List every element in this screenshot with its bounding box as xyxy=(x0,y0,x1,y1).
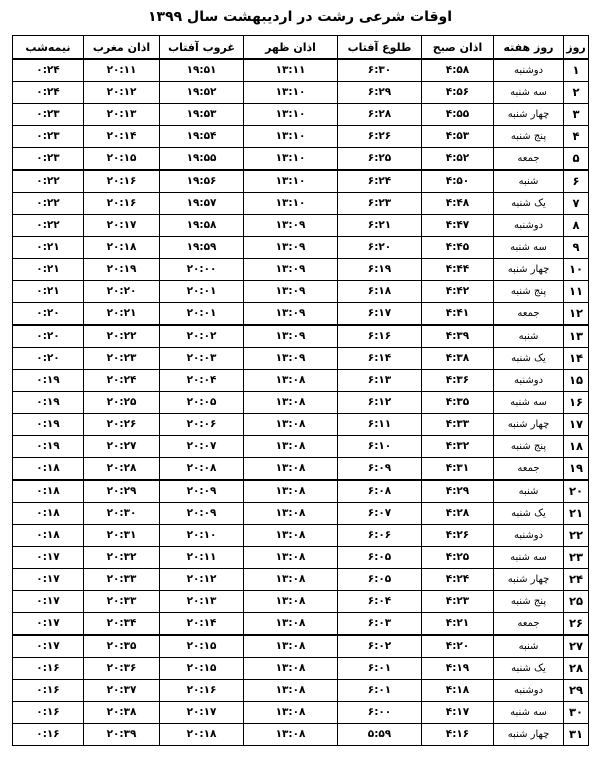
cell-maghrib: ۲۰:۲۲ xyxy=(84,325,160,348)
cell-day-number: ۲۶ xyxy=(564,613,589,636)
cell-fajr: ۴:۳۸ xyxy=(422,348,494,370)
table-row xyxy=(13,569,589,591)
cell-maghrib: ۲۰:۱۳ xyxy=(84,104,160,126)
cell-fajr: ۴:۳۲ xyxy=(422,436,494,458)
cell-maghrib: ۲۰:۱۸ xyxy=(84,237,160,259)
table-row xyxy=(13,370,589,392)
cell-midnight: ۰:۱۶ xyxy=(13,702,84,724)
cell-sunrise: ۶:۰۳ xyxy=(338,613,422,636)
cell-weekday: سه شنبه xyxy=(494,547,564,569)
cell-sunset: ۱۹:۵۴ xyxy=(160,126,244,148)
cell-weekday: یک شنبه xyxy=(494,193,564,215)
cell-weekday: جمعه xyxy=(494,458,564,481)
cell-day-number: ۲۹ xyxy=(564,680,589,702)
cell-midnight: ۰:۱۷ xyxy=(13,613,84,636)
cell-sunrise: ۶:۰۴ xyxy=(338,591,422,613)
cell-sunrise: ۶:۱۰ xyxy=(338,436,422,458)
cell-fajr: ۴:۱۸ xyxy=(422,680,494,702)
cell-dhuhr: ۱۳:۰۸ xyxy=(244,370,338,392)
cell-maghrib: ۲۰:۱۶ xyxy=(84,170,160,193)
table-row xyxy=(13,702,589,724)
cell-sunrise: ۶:۰۰ xyxy=(338,702,422,724)
table-row xyxy=(13,59,589,82)
cell-day-number: ۱۰ xyxy=(564,259,589,281)
prayer-times-table xyxy=(12,35,589,746)
cell-dhuhr: ۱۳:۰۸ xyxy=(244,613,338,636)
cell-dhuhr: ۱۳:۰۹ xyxy=(244,303,338,326)
cell-sunrise: ۶:۱۶ xyxy=(338,325,422,348)
cell-fajr: ۴:۳۱ xyxy=(422,458,494,481)
cell-weekday: چهار شنبه xyxy=(494,569,564,591)
cell-dhuhr: ۱۳:۰۸ xyxy=(244,503,338,525)
cell-day-number: ۲۷ xyxy=(564,635,589,658)
cell-midnight: ۰:۱۸ xyxy=(13,525,84,547)
cell-sunset: ۲۰:۱۳ xyxy=(160,591,244,613)
cell-midnight: ۰:۲۱ xyxy=(13,281,84,303)
header-sunset: غروب آفتاب xyxy=(160,36,244,60)
table-row xyxy=(13,237,589,259)
header-sunrise: طلوع آفتاب xyxy=(338,36,422,60)
table-row xyxy=(13,547,589,569)
cell-sunrise: ۶:۰۱ xyxy=(338,658,422,680)
cell-day-number: ۳۱ xyxy=(564,724,589,746)
cell-dhuhr: ۱۳:۰۹ xyxy=(244,259,338,281)
table-row xyxy=(13,126,589,148)
table-row xyxy=(13,480,589,503)
table-row xyxy=(13,458,589,481)
cell-day-number: ۱۵ xyxy=(564,370,589,392)
cell-midnight: ۰:۲۴ xyxy=(13,59,84,82)
cell-weekday: سه شنبه xyxy=(494,82,564,104)
table-row xyxy=(13,215,589,237)
table-row xyxy=(13,348,589,370)
table-row xyxy=(13,613,589,636)
cell-sunset: ۱۹:۵۷ xyxy=(160,193,244,215)
table-row xyxy=(13,414,589,436)
cell-fajr: ۴:۱۷ xyxy=(422,702,494,724)
cell-fajr: ۴:۴۷ xyxy=(422,215,494,237)
cell-maghrib: ۲۰:۳۶ xyxy=(84,658,160,680)
cell-maghrib: ۲۰:۲۵ xyxy=(84,392,160,414)
cell-dhuhr: ۱۳:۰۸ xyxy=(244,392,338,414)
cell-maghrib: ۲۰:۳۳ xyxy=(84,569,160,591)
cell-midnight: ۰:۲۱ xyxy=(13,237,84,259)
cell-sunset: ۱۹:۵۳ xyxy=(160,104,244,126)
cell-maghrib: ۲۰:۱۷ xyxy=(84,215,160,237)
cell-weekday: سه شنبه xyxy=(494,702,564,724)
cell-day-number: ۱۹ xyxy=(564,458,589,481)
cell-weekday: چهار شنبه xyxy=(494,104,564,126)
cell-maghrib: ۲۰:۲۳ xyxy=(84,348,160,370)
cell-dhuhr: ۱۳:۰۹ xyxy=(244,325,338,348)
cell-midnight: ۰:۱۷ xyxy=(13,547,84,569)
cell-sunset: ۱۹:۵۶ xyxy=(160,170,244,193)
cell-day-number: ۱۳ xyxy=(564,325,589,348)
cell-sunset: ۲۰:۰۴ xyxy=(160,370,244,392)
table-row xyxy=(13,724,589,746)
cell-sunrise: ۶:۲۳ xyxy=(338,193,422,215)
cell-maghrib: ۲۰:۳۴ xyxy=(84,613,160,636)
cell-sunset: ۲۰:۰۱ xyxy=(160,303,244,326)
cell-fajr: ۴:۱۹ xyxy=(422,658,494,680)
cell-maghrib: ۲۰:۳۳ xyxy=(84,591,160,613)
cell-weekday: چهار شنبه xyxy=(494,724,564,746)
cell-sunset: ۲۰:۱۴ xyxy=(160,613,244,636)
cell-weekday: شنبه xyxy=(494,325,564,348)
cell-maghrib: ۲۰:۲۷ xyxy=(84,436,160,458)
cell-sunrise: ۵:۵۹ xyxy=(338,724,422,746)
cell-maghrib: ۲۰:۳۰ xyxy=(84,503,160,525)
cell-weekday: پنج شنبه xyxy=(494,436,564,458)
cell-day-number: ۲۰ xyxy=(564,480,589,503)
cell-sunset: ۲۰:۱۵ xyxy=(160,658,244,680)
cell-day-number: ۱۴ xyxy=(564,348,589,370)
cell-sunset: ۱۹:۵۲ xyxy=(160,82,244,104)
cell-weekday: شنبه xyxy=(494,170,564,193)
cell-dhuhr: ۱۳:۰۸ xyxy=(244,658,338,680)
cell-midnight: ۰:۱۷ xyxy=(13,591,84,613)
cell-day-number: ۹ xyxy=(564,237,589,259)
cell-sunset: ۲۰:۰۷ xyxy=(160,436,244,458)
cell-fajr: ۴:۲۵ xyxy=(422,547,494,569)
cell-fajr: ۴:۴۸ xyxy=(422,193,494,215)
cell-midnight: ۰:۱۶ xyxy=(13,680,84,702)
cell-fajr: ۴:۱۶ xyxy=(422,724,494,746)
cell-maghrib: ۲۰:۱۴ xyxy=(84,126,160,148)
cell-midnight: ۰:۲۰ xyxy=(13,303,84,326)
cell-sunset: ۱۹:۵۸ xyxy=(160,215,244,237)
cell-maghrib: ۲۰:۱۵ xyxy=(84,148,160,171)
table-header-row xyxy=(13,36,589,60)
cell-weekday: یک شنبه xyxy=(494,348,564,370)
cell-day-number: ۵ xyxy=(564,148,589,171)
cell-midnight: ۰:۱۶ xyxy=(13,724,84,746)
cell-midnight: ۰:۱۶ xyxy=(13,658,84,680)
table-row xyxy=(13,436,589,458)
cell-sunrise: ۶:۲۴ xyxy=(338,170,422,193)
cell-weekday: چهار شنبه xyxy=(494,259,564,281)
cell-sunset: ۲۰:۰۰ xyxy=(160,259,244,281)
cell-sunset: ۲۰:۰۹ xyxy=(160,503,244,525)
table-row xyxy=(13,591,589,613)
cell-midnight: ۰:۲۰ xyxy=(13,348,84,370)
cell-sunset: ۲۰:۱۱ xyxy=(160,547,244,569)
cell-fajr: ۴:۲۶ xyxy=(422,525,494,547)
cell-weekday: دوشنبه xyxy=(494,370,564,392)
cell-dhuhr: ۱۳:۰۸ xyxy=(244,680,338,702)
cell-midnight: ۰:۱۹ xyxy=(13,392,84,414)
header-day-number: روز xyxy=(564,36,589,60)
cell-weekday: جمعه xyxy=(494,613,564,636)
cell-dhuhr: ۱۳:۱۱ xyxy=(244,59,338,82)
cell-sunset: ۲۰:۰۶ xyxy=(160,414,244,436)
cell-midnight: ۰:۱۸ xyxy=(13,480,84,503)
cell-weekday: جمعه xyxy=(494,148,564,171)
cell-day-number: ۲ xyxy=(564,82,589,104)
cell-day-number: ۶ xyxy=(564,170,589,193)
cell-midnight: ۰:۲۳ xyxy=(13,148,84,171)
cell-dhuhr: ۱۳:۰۹ xyxy=(244,237,338,259)
cell-maghrib: ۲۰:۳۵ xyxy=(84,635,160,658)
cell-sunrise: ۶:۲۹ xyxy=(338,82,422,104)
cell-dhuhr: ۱۳:۱۰ xyxy=(244,104,338,126)
cell-sunrise: ۶:۳۰ xyxy=(338,59,422,82)
table-row xyxy=(13,525,589,547)
cell-sunset: ۲۰:۰۵ xyxy=(160,392,244,414)
cell-maghrib: ۲۰:۳۱ xyxy=(84,525,160,547)
table-row xyxy=(13,503,589,525)
header-fajr: اذان صبح xyxy=(422,36,494,60)
cell-weekday: دوشنبه xyxy=(494,59,564,82)
cell-day-number: ۲۱ xyxy=(564,503,589,525)
cell-day-number: ۱۶ xyxy=(564,392,589,414)
cell-sunset: ۲۰:۰۳ xyxy=(160,348,244,370)
cell-day-number: ۱۸ xyxy=(564,436,589,458)
cell-sunrise: ۶:۰۵ xyxy=(338,547,422,569)
cell-dhuhr: ۱۳:۰۹ xyxy=(244,348,338,370)
cell-midnight: ۰:۱۸ xyxy=(13,503,84,525)
cell-day-number: ۳ xyxy=(564,104,589,126)
cell-maghrib: ۲۰:۱۲ xyxy=(84,82,160,104)
cell-sunrise: ۶:۱۸ xyxy=(338,281,422,303)
cell-dhuhr: ۱۳:۰۹ xyxy=(244,215,338,237)
cell-day-number: ۳۰ xyxy=(564,702,589,724)
cell-dhuhr: ۱۳:۰۸ xyxy=(244,635,338,658)
cell-dhuhr: ۱۳:۰۸ xyxy=(244,547,338,569)
table-row xyxy=(13,635,589,658)
cell-midnight: ۰:۲۴ xyxy=(13,82,84,104)
cell-weekday: سه شنبه xyxy=(494,392,564,414)
table-row xyxy=(13,82,589,104)
cell-day-number: ۱۱ xyxy=(564,281,589,303)
cell-sunset: ۲۰:۱۶ xyxy=(160,680,244,702)
cell-weekday: جمعه xyxy=(494,303,564,326)
cell-fajr: ۴:۴۵ xyxy=(422,237,494,259)
cell-maghrib: ۲۰:۲۴ xyxy=(84,370,160,392)
cell-maghrib: ۲۰:۳۲ xyxy=(84,547,160,569)
cell-dhuhr: ۱۳:۰۸ xyxy=(244,458,338,481)
cell-dhuhr: ۱۳:۰۸ xyxy=(244,569,338,591)
cell-dhuhr: ۱۳:۱۰ xyxy=(244,82,338,104)
cell-sunset: ۲۰:۱۰ xyxy=(160,525,244,547)
cell-midnight: ۰:۱۸ xyxy=(13,458,84,481)
cell-maghrib: ۲۰:۲۶ xyxy=(84,414,160,436)
cell-sunset: ۲۰:۱۸ xyxy=(160,724,244,746)
cell-sunrise: ۶:۰۲ xyxy=(338,635,422,658)
cell-weekday: شنبه xyxy=(494,635,564,658)
cell-weekday: دوشنبه xyxy=(494,525,564,547)
cell-fajr: ۴:۵۵ xyxy=(422,104,494,126)
cell-weekday: دوشنبه xyxy=(494,215,564,237)
cell-weekday: دوشنبه xyxy=(494,680,564,702)
cell-fajr: ۴:۳۶ xyxy=(422,370,494,392)
cell-fajr: ۴:۲۳ xyxy=(422,591,494,613)
cell-midnight: ۰:۲۲ xyxy=(13,215,84,237)
cell-weekday: سه شنبه xyxy=(494,237,564,259)
cell-sunset: ۱۹:۵۵ xyxy=(160,148,244,171)
cell-fajr: ۴:۵۰ xyxy=(422,170,494,193)
cell-sunrise: ۶:۲۸ xyxy=(338,104,422,126)
table-row xyxy=(13,325,589,348)
cell-sunrise: ۶:۱۱ xyxy=(338,414,422,436)
table-row xyxy=(13,281,589,303)
cell-day-number: ۲۴ xyxy=(564,569,589,591)
cell-fajr: ۴:۴۲ xyxy=(422,281,494,303)
cell-fajr: ۴:۲۱ xyxy=(422,613,494,636)
table-row xyxy=(13,658,589,680)
cell-midnight: ۰:۲۲ xyxy=(13,193,84,215)
cell-dhuhr: ۱۳:۰۸ xyxy=(244,436,338,458)
table-row xyxy=(13,170,589,193)
cell-maghrib: ۲۰:۳۸ xyxy=(84,702,160,724)
cell-weekday: پنج شنبه xyxy=(494,591,564,613)
cell-sunrise: ۶:۰۶ xyxy=(338,525,422,547)
cell-midnight: ۰:۲۲ xyxy=(13,170,84,193)
cell-fajr: ۴:۵۶ xyxy=(422,82,494,104)
cell-weekday: یک شنبه xyxy=(494,503,564,525)
table-row xyxy=(13,104,589,126)
cell-weekday: چهار شنبه xyxy=(494,414,564,436)
table-row xyxy=(13,303,589,326)
cell-sunrise: ۶:۲۶ xyxy=(338,126,422,148)
cell-fajr: ۴:۵۸ xyxy=(422,59,494,82)
cell-sunrise: ۶:۰۱ xyxy=(338,680,422,702)
cell-sunset: ۲۰:۰۱ xyxy=(160,281,244,303)
cell-day-number: ۴ xyxy=(564,126,589,148)
cell-dhuhr: ۱۳:۰۸ xyxy=(244,414,338,436)
cell-fajr: ۴:۳۳ xyxy=(422,414,494,436)
cell-dhuhr: ۱۳:۱۰ xyxy=(244,170,338,193)
cell-fajr: ۴:۴۴ xyxy=(422,259,494,281)
cell-weekday: یک شنبه xyxy=(494,658,564,680)
cell-sunset: ۱۹:۵۱ xyxy=(160,59,244,82)
cell-dhuhr: ۱۳:۱۰ xyxy=(244,148,338,171)
cell-midnight: ۰:۱۹ xyxy=(13,414,84,436)
cell-midnight: ۰:۲۳ xyxy=(13,104,84,126)
cell-fajr: ۴:۲۹ xyxy=(422,480,494,503)
cell-maghrib: ۲۰:۱۱ xyxy=(84,59,160,82)
header-weekday: روز هفته xyxy=(494,36,564,60)
cell-sunrise: ۶:۲۱ xyxy=(338,215,422,237)
cell-sunset: ۲۰:۰۹ xyxy=(160,480,244,503)
cell-dhuhr: ۱۳:۱۰ xyxy=(244,126,338,148)
cell-day-number: ۸ xyxy=(564,215,589,237)
cell-day-number: ۱ xyxy=(564,59,589,82)
cell-sunset: ۱۹:۵۹ xyxy=(160,237,244,259)
cell-dhuhr: ۱۳:۰۸ xyxy=(244,525,338,547)
cell-sunset: ۲۰:۱۵ xyxy=(160,635,244,658)
cell-dhuhr: ۱۳:۰۸ xyxy=(244,591,338,613)
cell-midnight: ۰:۲۰ xyxy=(13,325,84,348)
cell-dhuhr: ۱۳:۰۸ xyxy=(244,724,338,746)
cell-sunrise: ۶:۱۷ xyxy=(338,303,422,326)
cell-dhuhr: ۱۳:۱۰ xyxy=(244,193,338,215)
cell-sunrise: ۶:۱۴ xyxy=(338,348,422,370)
table-row xyxy=(13,259,589,281)
cell-sunrise: ۶:۰۹ xyxy=(338,458,422,481)
cell-day-number: ۲۳ xyxy=(564,547,589,569)
cell-sunrise: ۶:۰۸ xyxy=(338,480,422,503)
header-midnight: نیمه‌شب xyxy=(13,36,84,60)
cell-midnight: ۰:۲۱ xyxy=(13,259,84,281)
document-title: اوقات شرعی رشت در اردیبهشت سال ۱۳۹۹ xyxy=(147,9,452,25)
cell-dhuhr: ۱۳:۰۸ xyxy=(244,702,338,724)
cell-maghrib: ۲۰:۲۱ xyxy=(84,303,160,326)
cell-fajr: ۴:۵۲ xyxy=(422,148,494,171)
cell-day-number: ۱۷ xyxy=(564,414,589,436)
cell-fajr: ۴:۲۰ xyxy=(422,635,494,658)
cell-day-number: ۲۸ xyxy=(564,658,589,680)
cell-fajr: ۴:۳۹ xyxy=(422,325,494,348)
cell-fajr: ۴:۵۳ xyxy=(422,126,494,148)
cell-sunrise: ۶:۱۲ xyxy=(338,392,422,414)
cell-sunrise: ۶:۱۳ xyxy=(338,370,422,392)
cell-sunset: ۲۰:۰۸ xyxy=(160,458,244,481)
cell-sunrise: ۶:۲۵ xyxy=(338,148,422,171)
cell-maghrib: ۲۰:۲۰ xyxy=(84,281,160,303)
cell-midnight: ۰:۱۹ xyxy=(13,370,84,392)
cell-midnight: ۰:۱۹ xyxy=(13,436,84,458)
cell-day-number: ۷ xyxy=(564,193,589,215)
cell-sunrise: ۶:۰۵ xyxy=(338,569,422,591)
cell-midnight: ۰:۲۳ xyxy=(13,126,84,148)
cell-weekday: پنج شنبه xyxy=(494,126,564,148)
cell-sunrise: ۶:۱۹ xyxy=(338,259,422,281)
table-row xyxy=(13,148,589,171)
cell-day-number: ۱۲ xyxy=(564,303,589,326)
cell-fajr: ۴:۲۴ xyxy=(422,569,494,591)
cell-maghrib: ۲۰:۲۸ xyxy=(84,458,160,481)
cell-sunrise: ۶:۰۷ xyxy=(338,503,422,525)
cell-fajr: ۴:۳۵ xyxy=(422,392,494,414)
cell-day-number: ۲۵ xyxy=(564,591,589,613)
table-row xyxy=(13,392,589,414)
cell-dhuhr: ۱۳:۰۹ xyxy=(244,281,338,303)
cell-maghrib: ۲۰:۱۶ xyxy=(84,193,160,215)
table-row xyxy=(13,680,589,702)
cell-fajr: ۴:۲۸ xyxy=(422,503,494,525)
cell-sunrise: ۶:۲۰ xyxy=(338,237,422,259)
table-row xyxy=(13,193,589,215)
cell-weekday: شنبه xyxy=(494,480,564,503)
cell-midnight: ۰:۱۷ xyxy=(13,569,84,591)
cell-fajr: ۴:۴۱ xyxy=(422,303,494,326)
cell-maghrib: ۲۰:۳۹ xyxy=(84,724,160,746)
cell-maghrib: ۲۰:۳۷ xyxy=(84,680,160,702)
cell-maghrib: ۲۰:۲۹ xyxy=(84,480,160,503)
cell-day-number: ۲۲ xyxy=(564,525,589,547)
header-dhuhr: اذان ظهر xyxy=(244,36,338,60)
cell-sunset: ۲۰:۰۲ xyxy=(160,325,244,348)
cell-sunset: ۲۰:۱۷ xyxy=(160,702,244,724)
cell-sunset: ۲۰:۱۲ xyxy=(160,569,244,591)
cell-weekday: پنج شنبه xyxy=(494,281,564,303)
cell-dhuhr: ۱۳:۰۸ xyxy=(244,480,338,503)
cell-maghrib: ۲۰:۱۹ xyxy=(84,259,160,281)
cell-midnight: ۰:۱۷ xyxy=(13,635,84,658)
header-maghrib: اذان مغرب xyxy=(84,36,160,60)
